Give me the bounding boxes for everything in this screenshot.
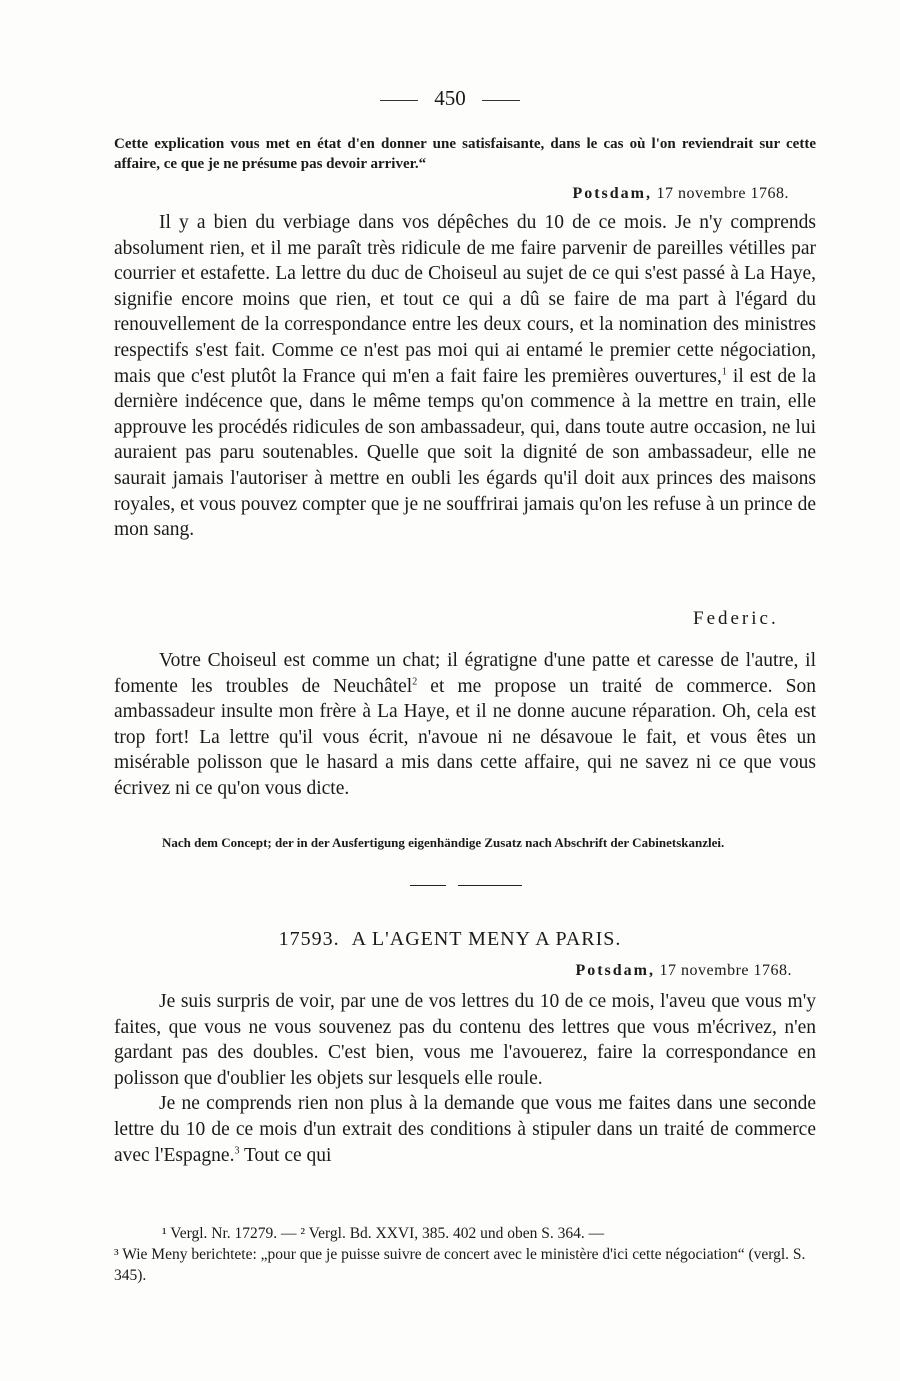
letter1-paragraph bbox=[114, 210, 816, 543]
letter2-paragraph-1: Je suis surpris de voir, par une de vos lettres du 10 de ce mois, l'aveu que vous m'y faites, que vous ne vous souvenez pas du contenu des lettres que vous m'écrivez, n'en gardant pas des doubles. C'est bien, vous me l'avouerez, faire la correspondance en polisson que d'oublier les objets sur lesquels elle roule. bbox=[114, 991, 816, 1089]
footnote-line-1: ¹ Vergl. Nr. 17279. — ² Vergl. Bd. XXVI, 385. 402 und oben S. 364. — bbox=[162, 1225, 605, 1242]
postscript-text-b: et me propose un traité de commerce. Son ambassadeur insulte mon frère à La Haye, et il ne donne aucune réparation. Oh, cela est trop fort! La lettre qu'il vous écrit, n'avoue ni ne désavoue le fait, et vous êtes un misérable polisson que le hasard a mis dans cette affaire, qui ne savez ni ce que vous écrivez ni ce qu'on vous dicte. bbox=[114, 675, 816, 799]
postscript-paragraph bbox=[114, 648, 816, 802]
dateline-letter1 bbox=[572, 185, 789, 203]
dateline-letter2 bbox=[575, 962, 792, 980]
letter2-heading bbox=[0, 928, 900, 951]
letter1-text-a: Il y a bien du verbiage dans vos dépêches du 10 de ce mois. Je n'y comprends absolument rien, et il me paraît très ridicule de me faire parvenir de pareilles vétilles par courrier et estafette. La lettre du duc de Choiseul au sujet de ce qui s'est passé à La Haye, signifie encore moins que rien, et tout ce qui a dû se faire de ma part à l'égard du renouvellement de la correspondance entre les deux cours, et la nomination des ministres respectifs s'est fait. Comme ce n'est pas moi qui ai entamé le premier cette négociation, mais que c'est plutôt la France qui m'en a fait faire les premières ouvertures, bbox=[114, 212, 816, 387]
source-note bbox=[114, 834, 816, 851]
dateline-place: Potsdam, bbox=[572, 185, 653, 202]
divider-segment-left bbox=[410, 885, 446, 886]
footnote-mark-3: 3 bbox=[234, 1145, 240, 1157]
header-dash-right bbox=[482, 100, 520, 101]
previous-letter-ending: Cette explication vous met en état d'en donner une satisfaisante, dans le cas où l'on reviendrait sur cette affaire, ce que je ne présume pas devoir arriver.“ bbox=[114, 136, 816, 172]
section-divider bbox=[410, 885, 522, 886]
letter2-p2-cont: Tout ce qui bbox=[239, 1144, 332, 1166]
letter2-body bbox=[114, 989, 816, 1168]
signature: Federic. bbox=[693, 608, 779, 629]
dateline2-date: 17 novembre 1768. bbox=[659, 962, 792, 979]
header-dash-left bbox=[380, 100, 418, 101]
footnote-line-2: ³ Wie Meny berichtete: „pour que je puisse suivre de concert avec le ministère d'ici cette négociation“ (vergl. S. 345). bbox=[114, 1246, 806, 1284]
page-header bbox=[0, 86, 900, 111]
page-number: 450 bbox=[434, 86, 466, 110]
dateline-date: 17 novembre 1768. bbox=[656, 185, 789, 202]
dateline2-place: Potsdam, bbox=[575, 962, 656, 979]
letter2-title: A L'AGENT MENY A PARIS. bbox=[351, 928, 622, 950]
divider-segment-right bbox=[458, 885, 522, 886]
letter2-paragraph-2 bbox=[114, 1091, 816, 1168]
postscript bbox=[114, 648, 816, 802]
footnote-mark-1: 1 bbox=[721, 366, 727, 378]
source-note-text: Nach dem Concept; der in der Ausfertigung eigenhändige Zusatz nach Abschrift der Cabinetskanzlei. bbox=[162, 835, 725, 850]
footnote-mark-2: 2 bbox=[412, 676, 418, 688]
letter2-number: 17593. bbox=[278, 928, 340, 950]
postscript-text-a: Votre Choiseul est comme un chat; il égratigne d'une patte et caresse de l'autre, il fomente les troubles de Neuchâtel bbox=[114, 650, 816, 697]
letter2-p2-text: Je ne comprends rien non plus à la demande que vous me faites dans une seconde lettre du 10 de ce mois d'un extrait des conditions à stipuler dans un traité de commerce avec l'Espagne. bbox=[114, 1093, 816, 1166]
letter1-body bbox=[114, 210, 816, 543]
footnotes bbox=[114, 1223, 816, 1286]
letter1-text-b: il est de la dernière indécence que, dans le même temps qu'on commence à la mettre en train, elle approuve les procédés ridicules de son ambassadeur, qui, dans toute autre occasion, ne lui auraient pas paru soutenables. Quelle que soit la dignité de son ambassadeur, elle ne saurait jamais l'autoriser à mettre en oubli les égards qu'il doit aux princes des maisons royales, et vous pouvez compter que je ne souffrirai jamais qu'on les refuse à un prince de mon sang. bbox=[114, 365, 816, 541]
